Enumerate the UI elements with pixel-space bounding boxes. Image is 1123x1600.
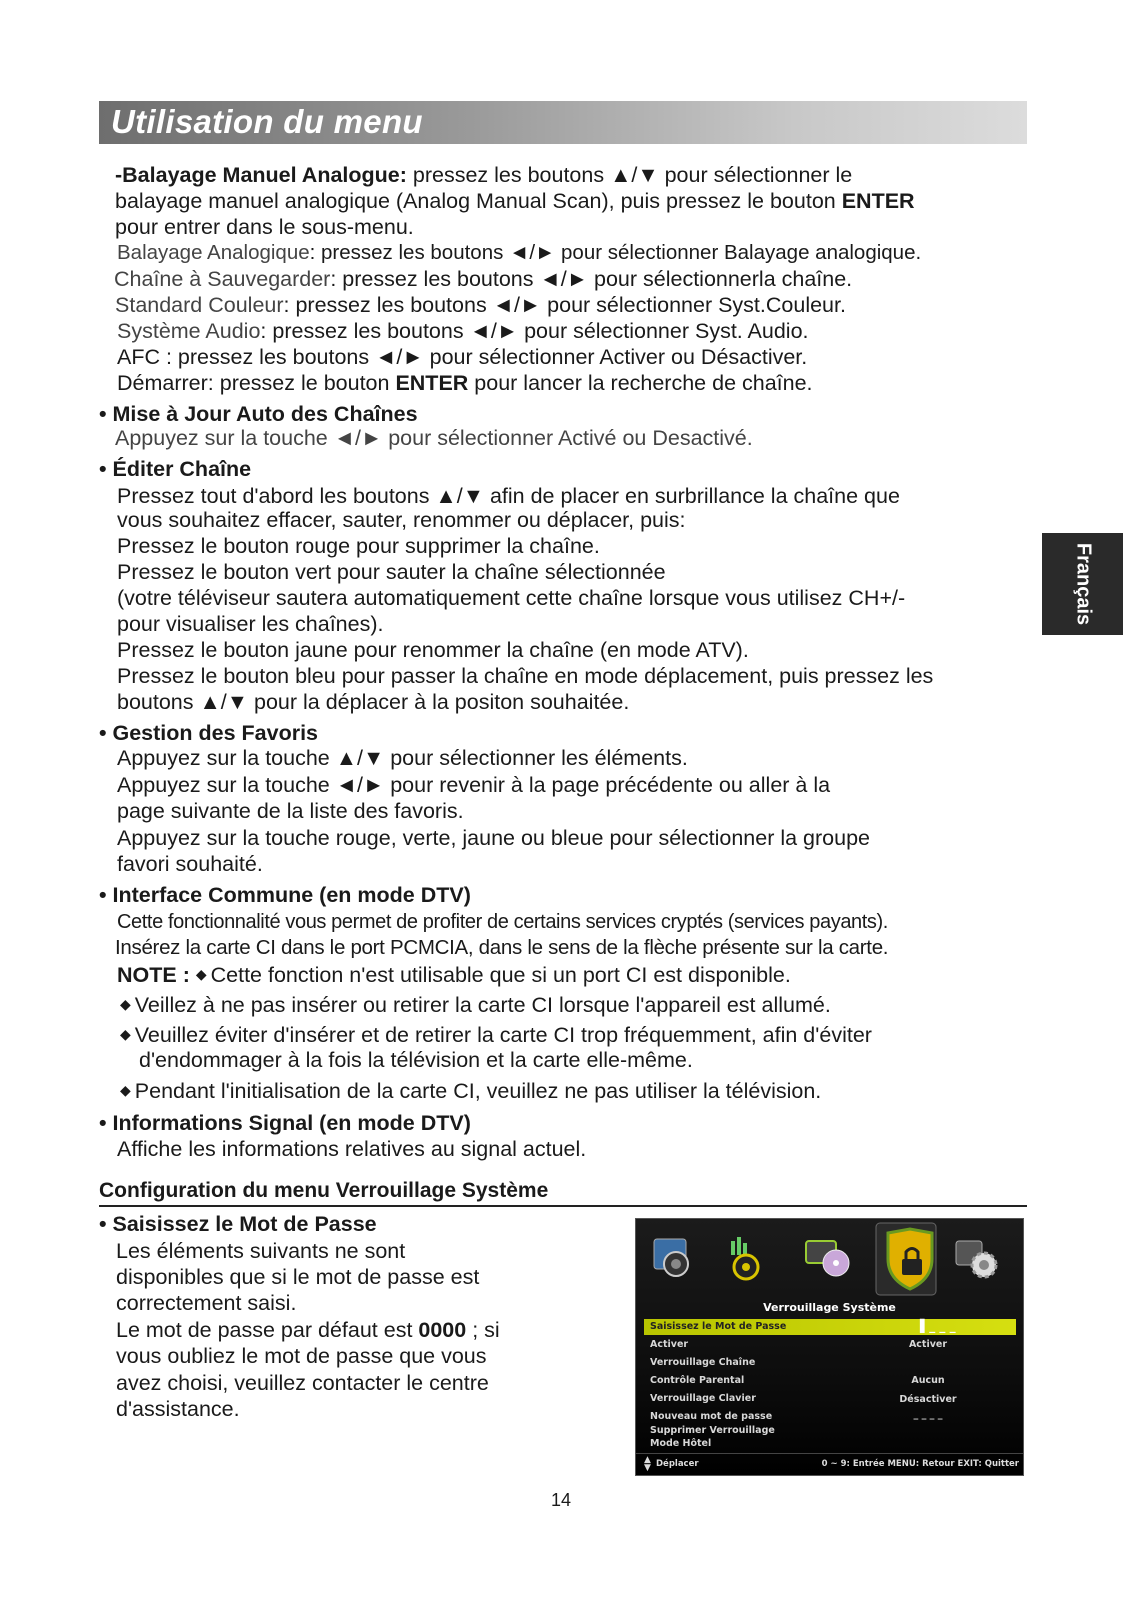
- option-text: pour lancer la recherche de chaîne.: [468, 371, 813, 395]
- note-text: Veillez à ne pas insérer ou retirer la carte CI lorsque l'appareil est allumé.: [134, 993, 831, 1017]
- password-text: Le mot de passe par défaut est: [116, 1318, 419, 1342]
- default-password: 0000: [418, 1318, 467, 1342]
- edit-channel-line: boutons ▲/▼ pour la déplacer à la positon souhaitée.: [117, 690, 630, 714]
- channel-icon: [806, 1241, 849, 1276]
- manual-scan-line-1: [115, 162, 852, 188]
- favorites-line: Appuyez sur la touche rouge, verte, jaune ou bleue pour sélectionner la groupe: [117, 826, 871, 850]
- new-password-value: _ _ _ _: [913, 1409, 943, 1420]
- diamond-bullet-icon: ◆: [120, 1026, 131, 1042]
- common-interface-line-1: Cette fonctionnalité vous permet de profiter de certains services cryptés (services payants).: [117, 911, 888, 933]
- note-line-1: [117, 961, 791, 988]
- diamond-bullet-icon: ◆: [195, 966, 207, 982]
- tv-menu-icon-bar: [636, 1219, 1023, 1299]
- tv-menu-row-label: Verrouillage Chaîne: [650, 1357, 756, 1368]
- note-line-3: [120, 1021, 872, 1048]
- tv-menu-title: Verrouillage Système: [763, 1301, 896, 1314]
- option-text: : pressez les boutons ◄/► pour sélectionnerla chaîne.: [330, 267, 853, 291]
- keypad-lock-value: Désactiver: [899, 1394, 957, 1405]
- diamond-bullet-icon: ◆: [120, 1082, 131, 1098]
- note-text: Cette fonction n'est utilisable que si un port CI est disponible.: [210, 963, 791, 987]
- edit-channel-line: Pressez le bouton vert pour sauter la chaîne sélectionnée: [117, 560, 666, 584]
- footer-move-label: Déplacer: [656, 1459, 699, 1469]
- manual-scan-text: pressez les boutons ▲/▼ pour sélectionner le: [406, 163, 853, 187]
- password-line: Les éléments suivants ne sont: [116, 1239, 406, 1263]
- password-line: avez choisi, veuillez contacter le centre: [116, 1371, 489, 1395]
- favorites-line: favori souhaité.: [117, 852, 263, 876]
- tv-menu-row-hotel-mode[interactable]: [644, 1438, 1016, 1451]
- tv-menu-row-label: Activer: [650, 1339, 689, 1350]
- favorites-line: Appuyez sur la touche ▲/▼ pour sélectionner les éléments.: [117, 746, 688, 770]
- manual-scan-heading: -Balayage Manuel Analogue:: [115, 163, 407, 187]
- parental-value: Aucun: [911, 1375, 945, 1386]
- option-text: : pressez les boutons ◄/► pour sélectionner Syst. Audio.: [260, 319, 809, 343]
- tv-menu-row-channel-lock[interactable]: [644, 1355, 1016, 1371]
- note-line-4: [120, 1077, 821, 1104]
- manual-scan-line-3: pour entrer dans le sous-menu.: [115, 215, 414, 239]
- language-tab: [1042, 533, 1123, 635]
- sound-icon: [731, 1237, 758, 1279]
- tv-menu-row-password[interactable]: [644, 1319, 1016, 1335]
- edit-channel-heading: • Éditer Chaîne: [99, 457, 252, 481]
- lock-icon: [876, 1223, 936, 1295]
- auto-update-text: Appuyez sur la touche ◄/► pour sélectionner Activé ou Desactivé.: [115, 426, 753, 450]
- tv-menu-row-clear-lock[interactable]: [644, 1425, 1016, 1438]
- common-interface-line-2: Insérez la carte CI dans le port PCMCIA, dans le sens de la flèche présente sur la carte.: [115, 936, 889, 959]
- tv-menu-row-label: Supprimer Verrouillage: [650, 1425, 775, 1436]
- edit-channel-line: Pressez le bouton rouge pour supprimer la chaîne.: [117, 534, 600, 558]
- tv-menu-row-label: Saisissez le Mot de Passe: [650, 1321, 787, 1332]
- note-line-3b: d'endommager à la fois la télévision et la carte elle-même.: [139, 1048, 693, 1072]
- manual-scan-line-6: [115, 292, 846, 318]
- note-line-2: [120, 991, 831, 1018]
- edit-channel-line: (votre téléviseur sautera automatiquement cette chaîne lorsque vous utilisez CH+/-: [117, 586, 906, 610]
- tv-menu-screenshot: [635, 1218, 1024, 1476]
- password-line-default: [116, 1317, 500, 1343]
- option-label: Standard Couleur: [115, 293, 284, 317]
- password-line: disponibles que si le mot de passe est: [116, 1265, 480, 1289]
- tv-menu-row-label: Verrouillage Clavier: [650, 1393, 756, 1404]
- password-heading: • Saisissez le Mot de Passe: [99, 1212, 377, 1236]
- manual-scan-line-4: [117, 240, 921, 266]
- edit-channel-line: Pressez le bouton bleu pour passer la chaîne en mode déplacement, puis pressez les: [117, 664, 934, 688]
- manual-scan-line-8: AFC : pressez les boutons ◄/► pour sélectionner Activer ou Désactiver.: [117, 345, 808, 369]
- option-text: : pressez les boutons ◄/► pour sélectionner Balayage analogique.: [309, 241, 922, 264]
- manual-scan-line-5: [114, 266, 852, 292]
- manual-scan-line-2: [115, 188, 915, 214]
- note-label: NOTE :: [117, 963, 190, 987]
- note-text: Pendant l'initialisation de la carte CI, veuillez ne pas utiliser la télévision.: [134, 1079, 822, 1103]
- diamond-bullet-icon: ◆: [120, 996, 131, 1012]
- edit-channel-line: Pressez le bouton jaune pour renommer la chaîne (en mode ATV).: [117, 638, 749, 662]
- footer-keys-label: 0 ~ 9: Entrée MENU: Retour EXIT: Quitter: [821, 1459, 1019, 1469]
- option-label: Balayage Analogique: [117, 241, 310, 264]
- tv-menu-row-label: Mode Hôtel: [650, 1438, 712, 1449]
- manual-scan-text: balayage manuel analogique (Analog Manual Scan), puis pressez le bouton: [115, 189, 842, 213]
- common-interface-heading: • Interface Commune (en mode DTV): [99, 883, 471, 907]
- password-mask: ▌_ _ _: [920, 1319, 956, 1333]
- password-line: vous oubliez le mot de passe que vous: [116, 1344, 487, 1368]
- activer-value: Activer: [908, 1339, 948, 1350]
- option-text: : pressez les boutons ◄/► pour sélectionner Syst.Couleur.: [283, 293, 846, 317]
- edit-channel-line: vous souhaitez effacer, sauter, renommer ou déplacer, puis:: [117, 508, 686, 532]
- edit-channel-line: pour visualiser les chaînes).: [117, 612, 384, 636]
- option-label: Système Audio: [117, 319, 261, 343]
- favorites-line: Appuyez sur la touche ◄/► pour revenir à la page précédente ou aller à la: [117, 773, 831, 797]
- header-bar: [99, 101, 1027, 144]
- enter-key-label: ENTER: [395, 371, 469, 395]
- option-label: Chaîne à Sauvegarder: [114, 267, 331, 291]
- tv-menu-row-label: Contrôle Parental: [650, 1375, 745, 1386]
- language-tab-label: Français: [1072, 542, 1094, 626]
- password-line: correctement saisi.: [116, 1291, 297, 1315]
- favorites-heading: • Gestion des Favoris: [99, 721, 319, 745]
- up-down-arrow-icon: ▲ ▼: [644, 1455, 651, 1473]
- manual-scan-line-7: [117, 318, 809, 344]
- favorites-line: page suivante de la liste des favoris.: [117, 799, 464, 823]
- signal-info-text: Affiche les informations relatives au signal actuel.: [117, 1137, 587, 1161]
- auto-update-heading: • Mise à Jour Auto des Chaînes: [99, 402, 418, 426]
- password-line: d'assistance.: [116, 1397, 240, 1421]
- settings-icon: [956, 1241, 996, 1277]
- picture-icon: [654, 1239, 688, 1276]
- page-number: 14: [551, 1490, 572, 1510]
- tv-menu-row-label: Nouveau mot de passe: [650, 1411, 773, 1422]
- signal-info-heading: • Informations Signal (en mode DTV): [99, 1111, 471, 1135]
- option-text: Démarrer: pressez le bouton: [117, 371, 396, 395]
- note-text: Veuillez éviter d'insérer et de retirer la carte CI trop fréquemment, afin d'éviter: [134, 1023, 872, 1047]
- page-title: Utilisation du menu: [111, 103, 423, 140]
- manual-scan-line-9: [117, 370, 813, 396]
- password-text: ; si: [466, 1318, 500, 1342]
- tv-menu-footer: [636, 1453, 1023, 1476]
- enter-key-label: ENTER: [841, 189, 915, 213]
- lock-section-title: Configuration du menu Verrouillage Système: [99, 1178, 1027, 1207]
- edit-channel-line: Pressez tout d'abord les boutons ▲/▼ afin de placer en surbrillance la chaîne que: [117, 484, 900, 508]
